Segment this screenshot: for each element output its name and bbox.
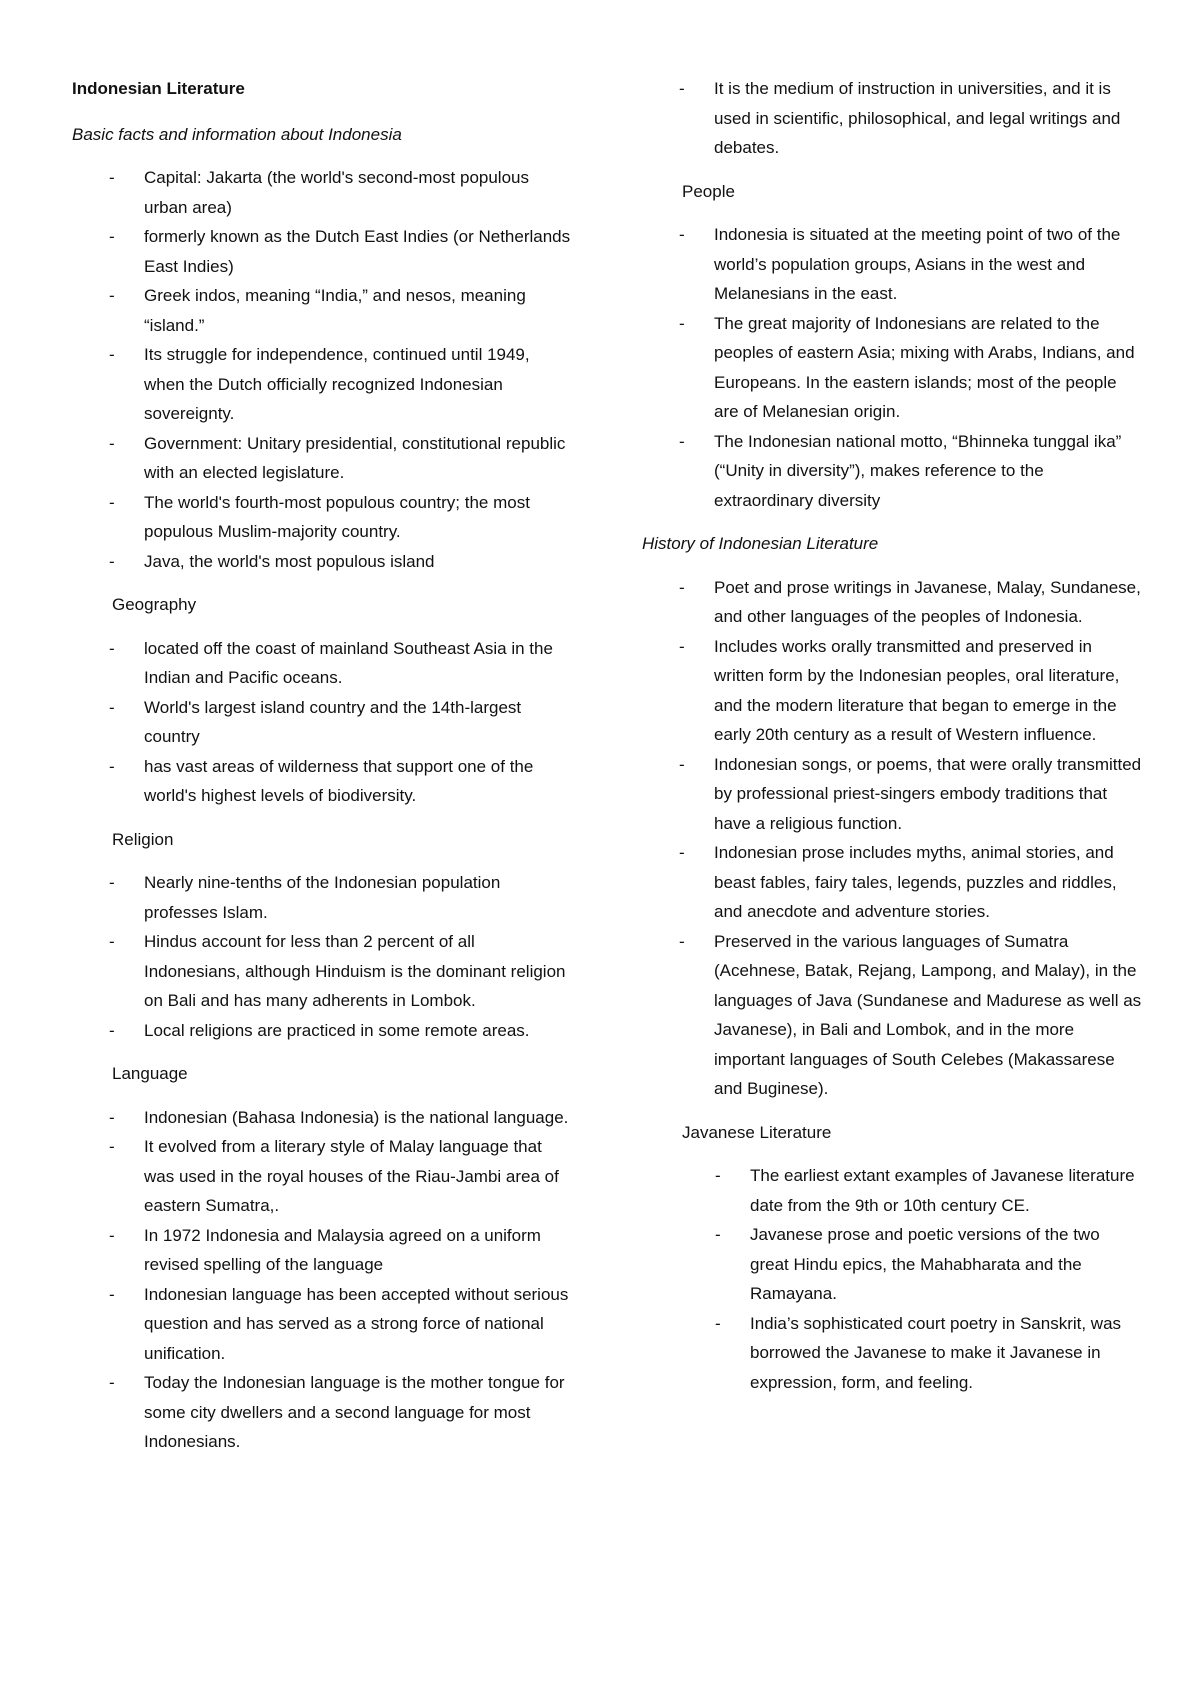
list-item: - Today the Indonesian language is the mother tongue for some city dwellers and a second language for most Indonesians. (144, 1368, 572, 1457)
list-item: - It is the medium of instruction in universities, and it is used in scientific, philosophical, and legal writings and debates. (714, 74, 1142, 163)
list-item: - World's largest island country and the 14th-largest country (144, 693, 572, 752)
list-item: - Local religions are practiced in some remote areas. (144, 1016, 572, 1046)
list-item: - Indonesia is situated at the meeting point of two of the world’s population groups, Asians in the west and Melanesians in the east. (714, 220, 1142, 309)
left-column (72, 74, 572, 1457)
list-item: - located off the coast of mainland Southeast Asia in the Indian and Pacific oceans. (144, 634, 572, 693)
list-item: - Indonesian language has been accepted without serious question and has served as a strong force of national unification. (144, 1280, 572, 1369)
list-item: - Indonesian prose includes myths, animal stories, and beast fables, fairy tales, legends, puzzles and riddles, and anecdote and adventure stories. (714, 838, 1142, 927)
list-item: - Indonesian (Bahasa Indonesia) is the national language. (144, 1103, 572, 1133)
language-heading: Language (112, 1064, 188, 1083)
list-item: - It evolved from a literary style of Malay language that was used in the royal houses of the Riau-Jambi area of eastern Sumatra,. (144, 1132, 572, 1221)
geography-heading: Geography (112, 595, 197, 614)
list-item: - The great majority of Indonesians are related to the peoples of eastern Asia; mixing with Arabs, Indians, and Europeans. In the eastern islands; most of the people are of Melanesian origin. (714, 309, 1142, 427)
language-list-continued (642, 74, 1142, 163)
history-list (642, 573, 1142, 1104)
language-list (72, 1103, 572, 1457)
list-item: - Capital: Jakarta (the world's second-most populous urban area) (144, 163, 572, 222)
list-item: - Java, the world's most populous island (144, 547, 572, 577)
list-item: - Preserved in the various languages of Sumatra (Acehnese, Batak, Rejang, Lampong, and Malay), in the languages of Java (Sundanese and Madurese as well as Javanese), in Bali and Lombok, and in the more important languages of South Celebes (Makassarese and Buginese). (714, 927, 1142, 1104)
list-item: - Its struggle for independence, continued until 1949, when the Dutch officially recognized Indonesian sovereignty. (144, 340, 572, 429)
list-item: - In 1972 Indonesia and Malaysia agreed on a uniform revised spelling of the language (144, 1221, 572, 1280)
list-item: - The world's fourth-most populous country; the most populous Muslim-majority country. (144, 488, 572, 547)
javanese-list (642, 1161, 1142, 1397)
document-subtitle: Basic facts and information about Indonesia (72, 124, 402, 144)
religion-list (72, 868, 572, 1045)
list-item: - Indonesian songs, or poems, that were orally transmitted by professional priest-singers embody traditions that have a religious function. (714, 750, 1142, 839)
list-item: - Poet and prose writings in Javanese, Malay, Sundanese, and other languages of the peoples of Indonesia. (714, 573, 1142, 632)
list-item: - The earliest extant examples of Javanese literature date from the 9th or 10th century CE. (750, 1161, 1142, 1220)
list-item: - Government: Unitary presidential, constitutional republic with an elected legislature. (144, 429, 572, 488)
list-item: - Includes works orally transmitted and preserved in written form by the Indonesian peoples, oral literature, and the modern literature that began to emerge in the early 20th century as a result of Western influence. (714, 632, 1142, 750)
people-heading: People (682, 181, 735, 201)
javanese-heading: Javanese Literature (682, 1122, 832, 1142)
history-heading: History of Indonesian Literature (642, 534, 879, 553)
people-list (642, 220, 1142, 515)
religion-heading: Religion (112, 829, 174, 849)
list-item: - formerly known as the Dutch East Indies (or Netherlands East Indies) (144, 222, 572, 281)
basic-facts-list (72, 163, 572, 576)
list-item: - The Indonesian national motto, “Bhinneka tunggal ika” (“Unity in diversity”), makes reference to the extraordinary diversity (714, 427, 1142, 516)
list-item: - has vast areas of wilderness that support one of the world's highest levels of biodiversity. (144, 752, 572, 811)
right-column (642, 74, 1142, 1457)
list-item: - Nearly nine-tenths of the Indonesian population professes Islam. (144, 868, 572, 927)
list-item: - Hindus account for less than 2 percent of all Indonesians, although Hinduism is the dominant religion on Bali and has many adherents in Lombok. (144, 927, 572, 1016)
document-title: Indonesian Literature (72, 79, 245, 98)
list-item: - Greek indos, meaning “India,” and nesos, meaning “island.” (144, 281, 572, 340)
list-item: - Javanese prose and poetic versions of the two great Hindu epics, the Mahabharata and the Ramayana. (750, 1220, 1142, 1309)
list-item: - India’s sophisticated court poetry in Sanskrit, was borrowed the Javanese to make it Javanese in expression, form, and feeling. (750, 1309, 1142, 1398)
two-column-layout (72, 74, 1150, 1457)
geography-list (72, 634, 572, 811)
